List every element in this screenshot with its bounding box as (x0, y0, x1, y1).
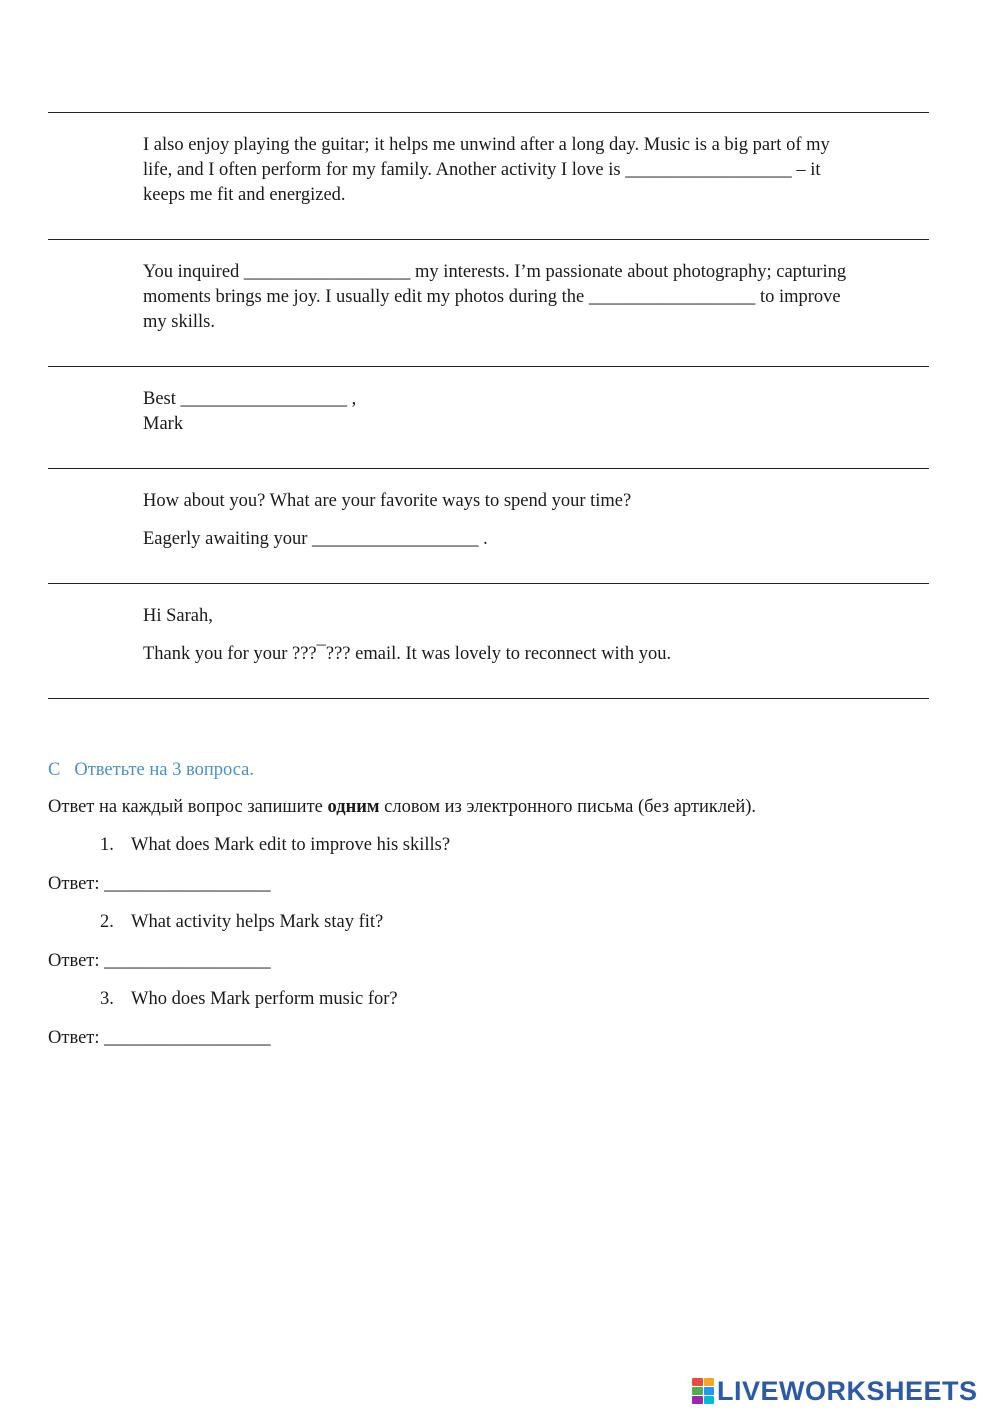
email-part-guitar[interactable] (143, 133, 933, 208)
text-line: my skills. (143, 312, 215, 332)
divider (48, 112, 929, 113)
text-line-with-blank: life, and I often perform for my family. Another activity I love is __________________ – it (143, 160, 821, 180)
email-part-question[interactable] (143, 489, 933, 552)
question-1 (100, 835, 450, 856)
section-title (48, 760, 254, 781)
instruction-text: словом из электронного письма (без артиклей). (379, 797, 757, 817)
logo-cell (704, 1396, 715, 1404)
divider (48, 239, 929, 240)
text-line: Thank you for your ???¯??? email. It was lovely to reconnect with you. (143, 644, 672, 664)
instruction (48, 797, 756, 818)
instruction-text: Ответ на каждый вопрос запишите (48, 797, 328, 817)
divider (48, 468, 929, 469)
section-heading: Ответьте на 3 вопроса. (74, 760, 254, 780)
logo-cell (692, 1378, 703, 1386)
divider (48, 366, 929, 367)
question-text: What activity helps Mark stay fit? (131, 912, 384, 932)
question-3 (100, 989, 398, 1010)
divider (48, 583, 929, 584)
text-line: How about you? What are your favorite ways to spend your time? (143, 491, 632, 511)
logo-cell (704, 1387, 715, 1395)
logo-mark-icon (692, 1378, 714, 1404)
email-part-photography[interactable] (143, 260, 933, 335)
answer-field-1[interactable]: Ответ: __________________ (48, 874, 271, 894)
email-part-signoff[interactable] (143, 387, 933, 437)
text-line-with-blank: moments brings me joy. I usually edit my photos during the __________________ to improve (143, 287, 841, 307)
text-line-with-blank: You inquired __________________ my interests. I’m passionate about photography; capturing (143, 262, 847, 282)
section-letter: C (48, 760, 61, 780)
instruction-bold: одним (327, 797, 380, 817)
logo-cell (692, 1396, 703, 1404)
question-text: Who does Mark perform music for? (131, 989, 398, 1009)
divider (48, 698, 929, 699)
email-part-greeting[interactable] (143, 604, 933, 667)
answer-field-2[interactable]: Ответ: __________________ (48, 951, 271, 971)
question-number: 1. (100, 835, 114, 855)
text-line-with-blank: Best __________________ , (143, 389, 357, 409)
text-line: Hi Sarah, (143, 606, 213, 626)
logo-text: LIVEWORKSHEETS (717, 1375, 978, 1406)
text-line: Mark (143, 414, 184, 434)
question-2 (100, 912, 383, 933)
logo-cell (692, 1387, 703, 1395)
question-number: 2. (100, 912, 114, 932)
text-line: keeps me fit and energized. (143, 185, 346, 205)
answer-field-3[interactable]: Ответ: __________________ (48, 1028, 271, 1048)
text-line: I also enjoy playing the guitar; it helps me unwind after a long day. Music is a big part of my (143, 135, 830, 155)
question-text: What does Mark edit to improve his skills? (131, 835, 451, 855)
question-number: 3. (100, 989, 114, 1009)
logo-cell (704, 1378, 715, 1386)
text-line-with-blank: Eagerly awaiting your __________________ . (143, 529, 488, 549)
liveworksheets-logo (692, 1376, 978, 1406)
